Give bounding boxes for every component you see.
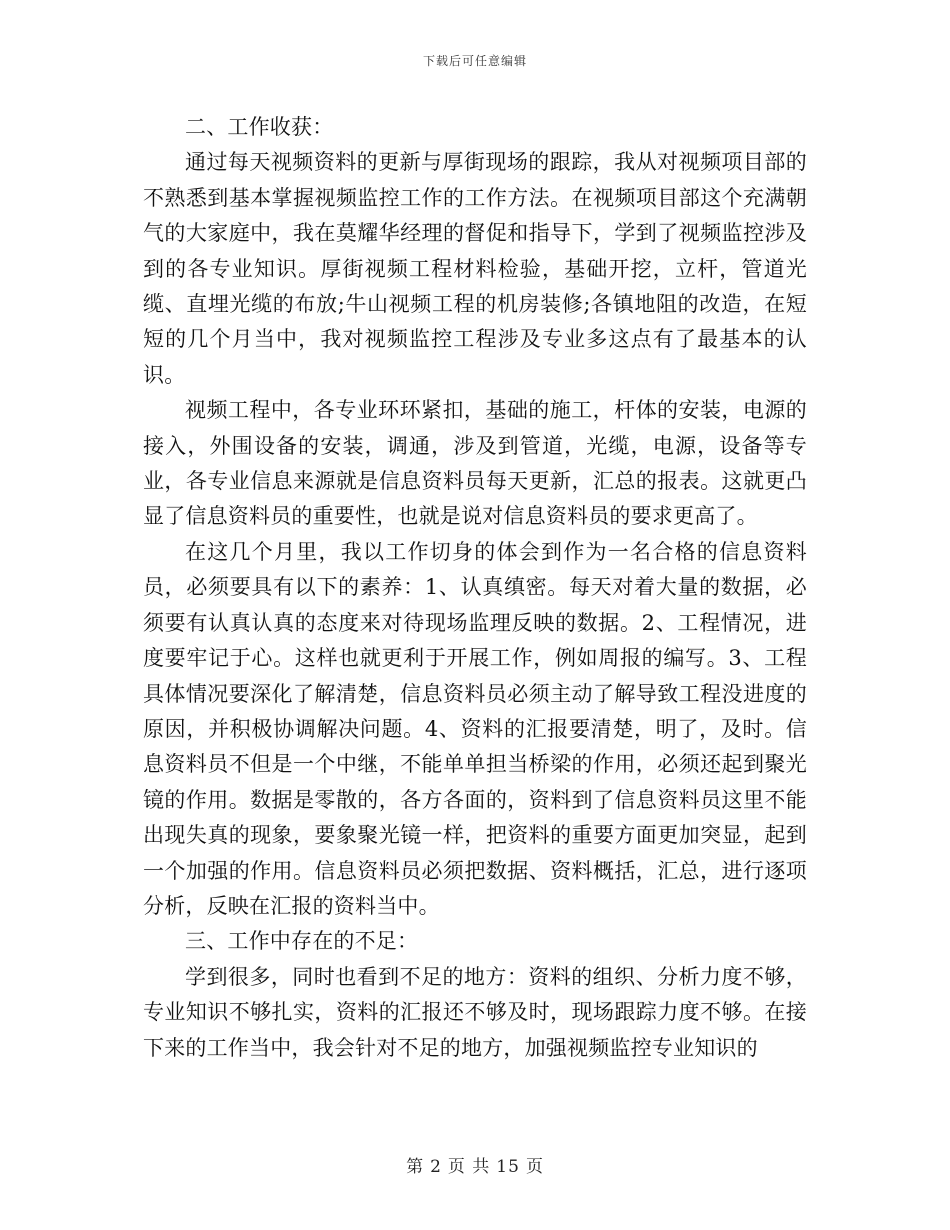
page-header: 下载后可任意编辑 xyxy=(422,54,527,68)
footer-prefix: 第 xyxy=(406,1157,425,1177)
footer-middle: 页 共 xyxy=(447,1157,491,1177)
body-paragraph: 学到很多，同时也看到不足的地方：资料的组织、分析力度不够，专业知识不够扎实，资料的汇报还不够及时，现场跟踪力度不够。在接下来的工作当中，我会针对不足的地方，加强视频监控专业知识的 xyxy=(143,964,807,1060)
footer-suffix: 页 xyxy=(525,1157,544,1177)
body-paragraph: 通过每天视频资料的更新与厚街现场的跟踪，我从对视频项目部的不熟悉到基本掌握视频监控工作的工作方法。在视频项目部这个充满朝气的大家庭中，我在莫耀华经理的督促和指导下，学到了视频监控涉及到的各专业知识。厚街视频工程材料检验，基础开挖，立杆，管道光缆、直埋光缆的布放;牛山视频工程的机房装修;各镇地阻的改造，在短短的几个月当中，我对视频监控工程涉及专业多这点有了最基本的认识。 xyxy=(143,150,807,387)
page-footer xyxy=(0,1152,950,1177)
document-body xyxy=(143,110,807,1066)
section-heading-gains: 二、工作收获： xyxy=(185,115,334,139)
body-paragraph: 视频工程中，各专业环环紧扣，基础的施工，杆体的安装，电源的接入，外围设备的安装，调通，涉及到管道，光缆，电源，设备等专业，各专业信息来源就是信息资料员每天更新，汇总的报表。这就更凸显了信息资料员的重要性，也就是说对信息资料员的要求更高了。 xyxy=(143,398,807,529)
total-pages-number: 15 xyxy=(496,1157,520,1177)
current-page-number: 2 xyxy=(430,1157,442,1177)
section-heading-shortcomings: 三、工作中存在的不足： xyxy=(185,929,419,954)
body-paragraph: 在这几个月里，我以工作切身的体会到作为一名合格的信息资料员，必须要具有以下的素养：1、认真缜密。每天对着大量的数据，必须要有认真认真的态度来对待现场监理反映的数据。2、工程情况，进度要牢记于心。这样也就更利于开展工作，例如周报的编写。3、工程具体情况要深化了解清楚，信息资料员必须主动了解导致工程没进度的原因，并积极协调解决问题。4、资料的汇报要清楚，明了，及时。信息资料员不但是一个中继，不能单单担当桥梁的作用，必须还起到聚光镜的作用。数据是零散的，各方各面的，资料到了信息资料员这里不能出现失真的现象，要象聚光镜一样，把资料的重要方面更加突显，起到一个加强的作用。信息资料员必须把数据、资料概括，汇总，进行逐项分析，反映在汇报的资料当中。 xyxy=(143,539,807,918)
